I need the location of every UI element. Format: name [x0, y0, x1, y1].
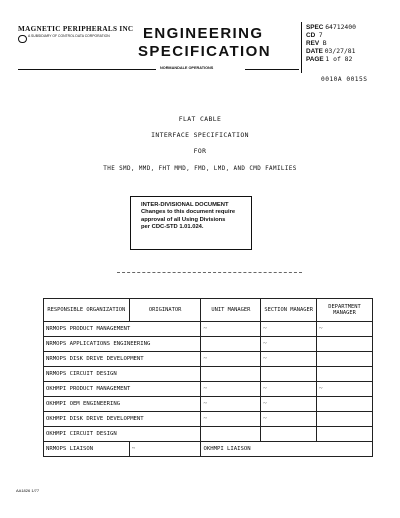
liaison-right-label: OKHMPI LIAISON — [201, 442, 373, 457]
notice-line-4: per CDC-STD 1.01.024. — [141, 223, 204, 230]
table-row — [44, 382, 373, 397]
notice-line-1: INTER-DIVISIONAL DOCUMENT — [141, 202, 229, 208]
signature: ~ — [261, 337, 317, 352]
table-row — [44, 337, 373, 352]
doc-title-engineering: ENGINEERING — [143, 25, 264, 42]
title-line-1: FLAT CABLE — [178, 115, 222, 123]
header-originator: ORIGINATOR — [129, 299, 201, 322]
signature: ~ — [261, 397, 317, 412]
operations-label: NORMANDALE OPERATIONS — [160, 66, 214, 70]
table-row — [44, 427, 373, 442]
meta-divider — [301, 22, 302, 73]
title-line-4: THE SMD, MMD, FHT MMD, FMD, LMD, AND CMD FAMILIES — [103, 166, 297, 172]
inter-divisional-notice — [130, 196, 252, 250]
notice-line-3: approval of all Using Divisions — [141, 216, 226, 223]
organization-cell: NRMOPS APPLICATIONS ENGINEERING — [44, 337, 201, 352]
signature: ~ — [261, 322, 317, 337]
notice-line-2: Changes to this document require — [141, 209, 236, 216]
signature: ~ — [201, 322, 261, 337]
logo-caption: A SUBSIDIARY OF CONTROL DATA CORPORATION — [28, 34, 110, 38]
table-header-row — [44, 299, 373, 322]
organization-cell: OKHMPI DISK DRIVE DEVELOPMENT — [44, 412, 201, 427]
dashed-divider — [117, 272, 302, 273]
title-line-3: FOR — [193, 147, 207, 155]
page-field: PAGE 1 of 82 — [306, 55, 353, 63]
rev-field: REV B — [306, 39, 327, 47]
cd-value: 7 — [318, 31, 323, 39]
signature: ~ — [201, 352, 261, 367]
cd-field: CD 7 — [306, 31, 323, 39]
signature: ~ — [261, 382, 317, 397]
spec-value: 64712400 — [325, 23, 356, 31]
header-department-manager: DEPARTMENT MANAGER — [317, 299, 373, 322]
table-row — [44, 367, 373, 382]
document-number: 0010A 0015S — [321, 76, 368, 83]
cdc-logo-icon — [18, 35, 27, 43]
signature: ~ — [201, 382, 261, 397]
company-name: MAGNETIC PERIPHERALS INC — [18, 25, 134, 33]
organization-cell: OKHMPI OEM ENGINEERING — [44, 397, 201, 412]
date-value: 03/27/81 — [324, 47, 356, 55]
header-organization: RESPONSIBLE ORGANIZATION — [44, 299, 130, 322]
liaison-left-label: NRMOPS LIAISON — [44, 442, 130, 457]
table-row — [44, 322, 373, 337]
signature: ~ — [261, 412, 317, 427]
table-row — [44, 352, 373, 367]
title-line-2: INTERFACE SPECIFICATION — [151, 131, 249, 139]
header-section-manager: SECTION MANAGER — [261, 299, 317, 322]
signature: ~ — [261, 352, 317, 367]
page-value: 1 of 82 — [325, 55, 353, 63]
rule-right — [245, 69, 299, 70]
table-row — [44, 412, 373, 427]
responsibility-table — [43, 298, 373, 457]
table-row — [44, 442, 373, 457]
doc-title-specification: SPECIFICATION — [138, 43, 271, 60]
organization-cell: NRMOPS DISK DRIVE DEVELOPMENT — [44, 352, 201, 367]
rule-left — [18, 69, 156, 70]
table-row — [44, 397, 373, 412]
signature: ~ — [129, 442, 201, 457]
date-field: DATE 03/27/81 — [306, 47, 356, 55]
signature: ~ — [317, 382, 373, 397]
form-number: AA1826 1/77 — [16, 488, 40, 493]
signature: ~ — [201, 412, 261, 427]
spec-field: SPEC 64712400 — [306, 23, 356, 31]
header-unit-manager: UNIT MANAGER — [201, 299, 261, 322]
rev-value: B — [322, 39, 327, 47]
organization-cell: OKHMPI PRODUCT MANAGEMENT — [44, 382, 201, 397]
signature: ~ — [201, 397, 261, 412]
organization-cell: OKHMPI CIRCUIT DESIGN — [44, 427, 201, 442]
organization-cell: NRMOPS CIRCUIT DESIGN — [44, 367, 201, 382]
organization-cell: NRMOPS PRODUCT MANAGEMENT — [44, 322, 201, 337]
signature: ~ — [317, 322, 373, 337]
